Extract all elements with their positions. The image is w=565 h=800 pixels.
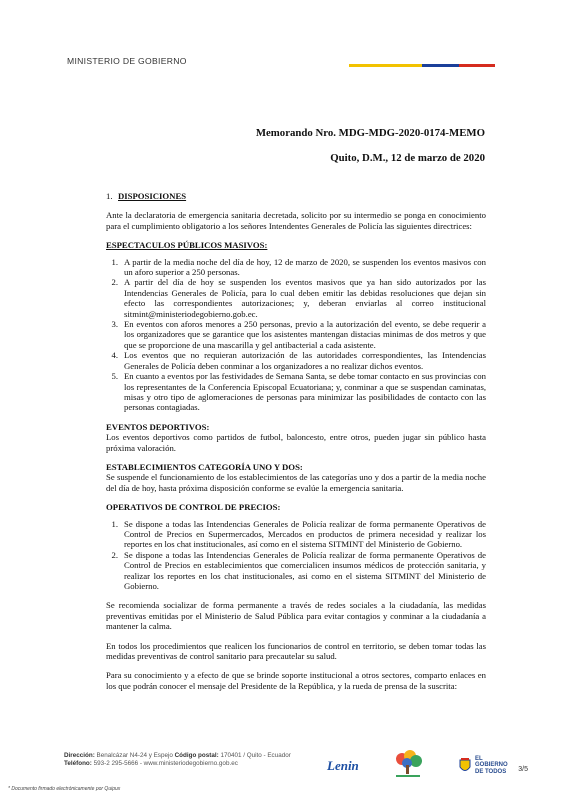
address-label: Dirección: xyxy=(64,752,95,759)
signed-note: * Documento firmado electrónicamente por Quipux xyxy=(8,786,121,792)
memo-heading xyxy=(256,127,485,164)
flag-red-band xyxy=(459,64,495,67)
gobierno-logo xyxy=(458,756,508,775)
espectaculos-list xyxy=(106,257,486,413)
list-item: 4. Los eventos que no requieran autorización de las autoridades correspondientes, las Intendencias Generales de Policía deben conminar a los organizadores a no realizar dichos eventos. xyxy=(111,350,486,371)
ministry-name: MINISTERIO DE GOBIERNO xyxy=(67,56,187,66)
footer-contact xyxy=(64,752,291,768)
page-header xyxy=(0,0,565,80)
list-item: 1. A partir de la media noche del día de hoy, 12 de marzo de 2020, se suspenden los eventos masivos con un aforo superior a 250 personas. xyxy=(111,256,486,278)
tree-logo-icon xyxy=(390,750,426,780)
list-item: 2. A partir del día de hoy se suspenden los eventos masivos que ya han sido autorizados por las Intendencias Generales de Policía, para lo cual deben emitir las debidas resoluciones que dejan sin efecto las correspondientes autorizaciones; y, deberan enviarlas al correo institucional sitmint@ministeriodegobierno.gob.ec. xyxy=(111,277,486,319)
establecimientos-heading: ESTABLECIMIENTOS CATEGORÍA UNO Y DOS: xyxy=(106,461,303,472)
section-title xyxy=(106,191,486,201)
gobierno-logo-text: EL GOBIERNO DE TODOS xyxy=(475,756,508,775)
list-item: 2. Se dispone a todas las Intendencias Generales de Policía realizar de forma permanente Operativos de Control de Precios en establecimientos que comercialicen insumos médicos de protección sanitaria, y realizar los reportes en los chat institucionales, asi como en el sistema SITMINT del Ministerio de Gobierno. xyxy=(111,549,486,591)
phone-value: 593-2 295-5666 - www.ministeriodegobierno.gob.ec xyxy=(93,760,238,768)
page-footer xyxy=(0,748,565,800)
flag-color-strip xyxy=(349,64,495,67)
memo-body xyxy=(106,191,486,691)
enlaces-paragraph: Para su conocimiento y a efecto de que se brinde soporte institucional a otros sectores, comparto enlaces en los que podrán conocer el mensaje del Presidente de la República, y la rueda de prensa de la suscrita: xyxy=(106,670,486,691)
intro-paragraph: Ante la declaratoria de emergencia sanitaria decretada, solicito por su intermedio se ponga en conocimiento para el cumplimiento obligatorio a los señores Intendentes Generales de Policía las siguientes directrices: xyxy=(106,210,486,231)
establecimientos-text: Se suspende el funcionamiento de los establecimientos de las categorías uno y dos a partir de la media noche del día de hoy, hasta próxima disposición conforme se evalúe la emergencia sanitaria. xyxy=(106,472,486,493)
list-item: 5. En cuanto a eventos por las festividades de Semana Santa, se debe tomar contacto en sus provincias con los representantes de la Conferencia Episcopal Ecuatoriana; y, conminar a que se suspendan caminatas, misas y otro tipo de aglomeraciones de personas para minimizar las posibilidades de contacto con las personas contagiadas. xyxy=(111,371,486,413)
list-item: 1. Se dispone a todas las Intendencias Generales de Policía realizar de forma permanente Operativos de Control de Precios en Supermercados, Mercados en productos de primera necesidad y realizar los reportes en los chat institucionales, así como en el sistema SITMINT del Ministerio de Gobierno. xyxy=(111,518,486,550)
espectaculos-heading: ESPECTACULOS PÚBLICOS MASIVOS: xyxy=(106,240,268,251)
page-number: 3/5 xyxy=(518,766,528,773)
memo-number: Memorando Nro. MDG-MDG-2020-0174-MEMO xyxy=(255,127,485,139)
section-number: 1. xyxy=(106,191,113,201)
deportivos-text: Los eventos deportivos como partidos de futbol, baloncesto, entre otros, pueden jugar sin público hasta próxima valoración. xyxy=(106,432,486,453)
address-value: Benalcázar N4-24 y Espejo xyxy=(96,752,173,759)
memo-place-date: Quito, D.M., 12 de marzo de 2020 xyxy=(330,152,485,164)
postal-value: 170401 / Quito - Ecuador xyxy=(220,752,291,759)
flag-blue-band xyxy=(422,64,459,67)
flag-yellow-band xyxy=(349,64,422,67)
control-precios-heading: OPERATIVOS DE CONTROL DE PRECIOS: xyxy=(106,502,281,513)
postal-label: Código postal: xyxy=(174,752,219,759)
section-title-text: DISPOSICIONES xyxy=(118,191,187,201)
phone-label: Teléfono: xyxy=(64,760,92,768)
recomendacion-paragraph: Se recomienda socializar de forma permanente a través de redes sociales a la ciudadanía, las medidas preventivas emitidas por el Ministerio de Salud Pública para evitar contagios y conminar a la ciudadanía a mantener la calma. xyxy=(106,600,486,632)
control-precios-list xyxy=(106,519,486,592)
lenin-logo: Lenin xyxy=(327,758,359,773)
deportivos-heading: EVENTOS DEPORTIVOS: xyxy=(106,421,210,432)
list-item: 3. En eventos con aforos menores a 250 personas, previo a la autorización del evento, se debe requerir a los organizadores que se garantice que los asistentes mantengan distacias minimas de dos metros y que que se proporcione de una mascarilla y gel antibacterial a cada asistente. xyxy=(111,319,486,350)
coat-of-arms-icon xyxy=(458,757,472,775)
procedimientos-paragraph: En todos los procedimientos que realicen los funcionarios de control en territorio, se deben tomar todas las medidas preventivas de control sanitario para precautelar su salud. xyxy=(106,640,486,662)
